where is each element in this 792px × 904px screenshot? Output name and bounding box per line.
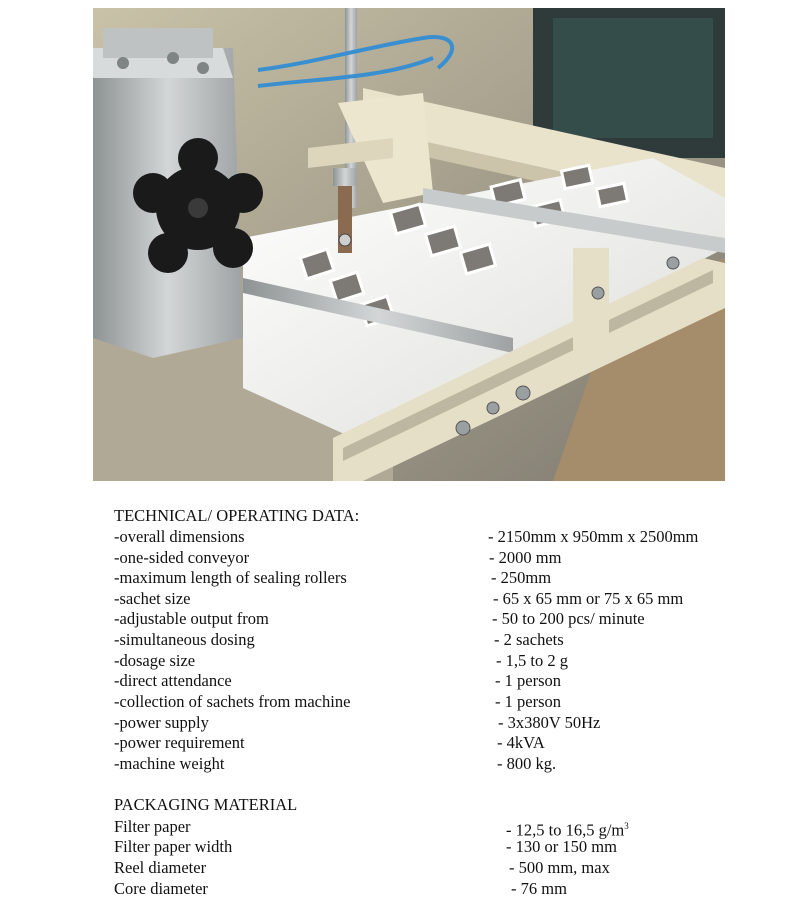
spec-value: - 250mm bbox=[491, 568, 552, 587]
spec-value: - 3x380V 50Hz bbox=[498, 713, 601, 732]
material-value: - 130 or 150 mm bbox=[506, 837, 617, 856]
spec-value: - 4kVA bbox=[497, 733, 545, 752]
spec-label: -power supply bbox=[114, 713, 209, 732]
material-value-text: - 12,5 to 16,5 g/m bbox=[506, 820, 625, 840]
spec-value: - 50 to 200 pcs/ minute bbox=[492, 609, 645, 628]
spec-value: - 2000 mm bbox=[489, 548, 562, 567]
material-value: - 500 mm, max bbox=[509, 858, 610, 877]
spec-label: -dosage size bbox=[114, 651, 196, 670]
spec-label: -direct attendance bbox=[114, 671, 232, 690]
spec-label: -machine weight bbox=[114, 754, 225, 773]
material-label: Filter paper bbox=[114, 817, 191, 836]
spec-value: - 1 person bbox=[495, 671, 561, 690]
spec-value: - 2 sachets bbox=[494, 630, 564, 649]
spec-label: -maximum length of sealing rollers bbox=[114, 568, 347, 587]
spec-value: - 1 person bbox=[495, 692, 561, 711]
spec-label: -simultaneous dosing bbox=[114, 630, 255, 649]
superscript: 3 bbox=[624, 821, 629, 831]
material-label: Core diameter bbox=[114, 879, 208, 898]
machine-photo bbox=[93, 8, 725, 481]
spec-value: - 800 kg. bbox=[497, 754, 557, 773]
spec-label: -adjustable output from bbox=[114, 609, 269, 628]
material-label: Reel diameter bbox=[114, 858, 207, 877]
spec-label: -collection of sachets from machine bbox=[114, 692, 351, 711]
spec-value: - 65 x 65 mm or 75 x 65 mm bbox=[493, 589, 684, 608]
spec-label: -one-sided conveyor bbox=[114, 548, 250, 567]
machine-illustration bbox=[93, 8, 725, 481]
spec-value: - 1,5 to 2 g bbox=[496, 651, 568, 670]
spec-label: -overall dimensions bbox=[114, 527, 245, 546]
packaging-heading: PACKAGING MATERIAL bbox=[114, 795, 298, 814]
spec-label: -sachet size bbox=[114, 589, 191, 608]
material-value: - 76 mm bbox=[511, 879, 567, 898]
spec-label: -power requirement bbox=[114, 733, 245, 752]
spec-value: - 2150mm x 950mm x 2500mm bbox=[488, 527, 699, 546]
material-label: Filter paper width bbox=[114, 837, 233, 856]
technical-heading: TECHNICAL/ OPERATING DATA: bbox=[114, 506, 360, 525]
